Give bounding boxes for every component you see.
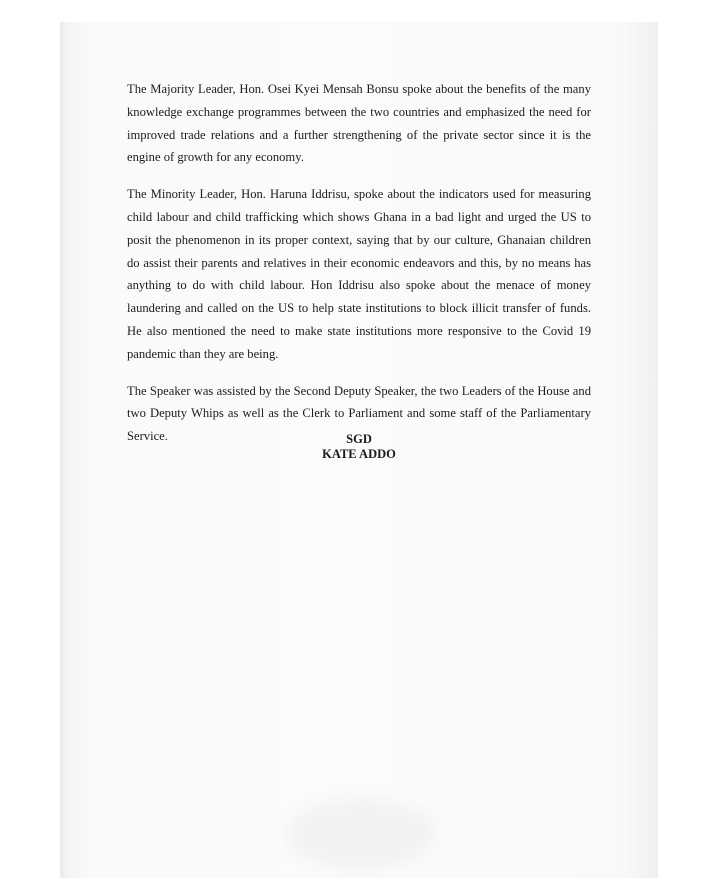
signature-block [127, 432, 591, 462]
paragraph-speaker: The Speaker was assisted by the Second Deputy Speaker, the two Leaders of the House and two Deputy Whips as well as the Clerk to Parliament and some staff of the Parliamentary Service. [127, 383, 591, 444]
document-body [127, 78, 591, 462]
signature-sgd: SGD [346, 432, 372, 446]
paragraph-minority-leader: The Minority Leader, Hon. Haruna Iddrisu, spoke about the indicators used for measuring child labour and child trafficking which shows Ghana in a bad light and urged the US to posit the phenomenon in its proper context, saying that by our culture, Ghanaian children do assist their parents and relatives in their economic endeavors and this, by no means has anything to do with child labour. Hon Iddrisu also spoke about the menace of money laundering and called on the US to help state institutions to block illicit transfer of funds. He also mentioned the need to make state institutions more responsive to the Covid 19 pandemic than they are being. [127, 187, 591, 361]
paragraph-majority-leader: The Majority Leader, Hon. Osei Kyei Mensah Bonsu spoke about the benefits of the many knowledge exchange programmes between the two countries and emphasized the need for improved trade relations and a further strengthening of the private sector since it is the engine of growth for any economy. [127, 82, 591, 165]
signature-name: KATE ADDO [322, 447, 396, 461]
